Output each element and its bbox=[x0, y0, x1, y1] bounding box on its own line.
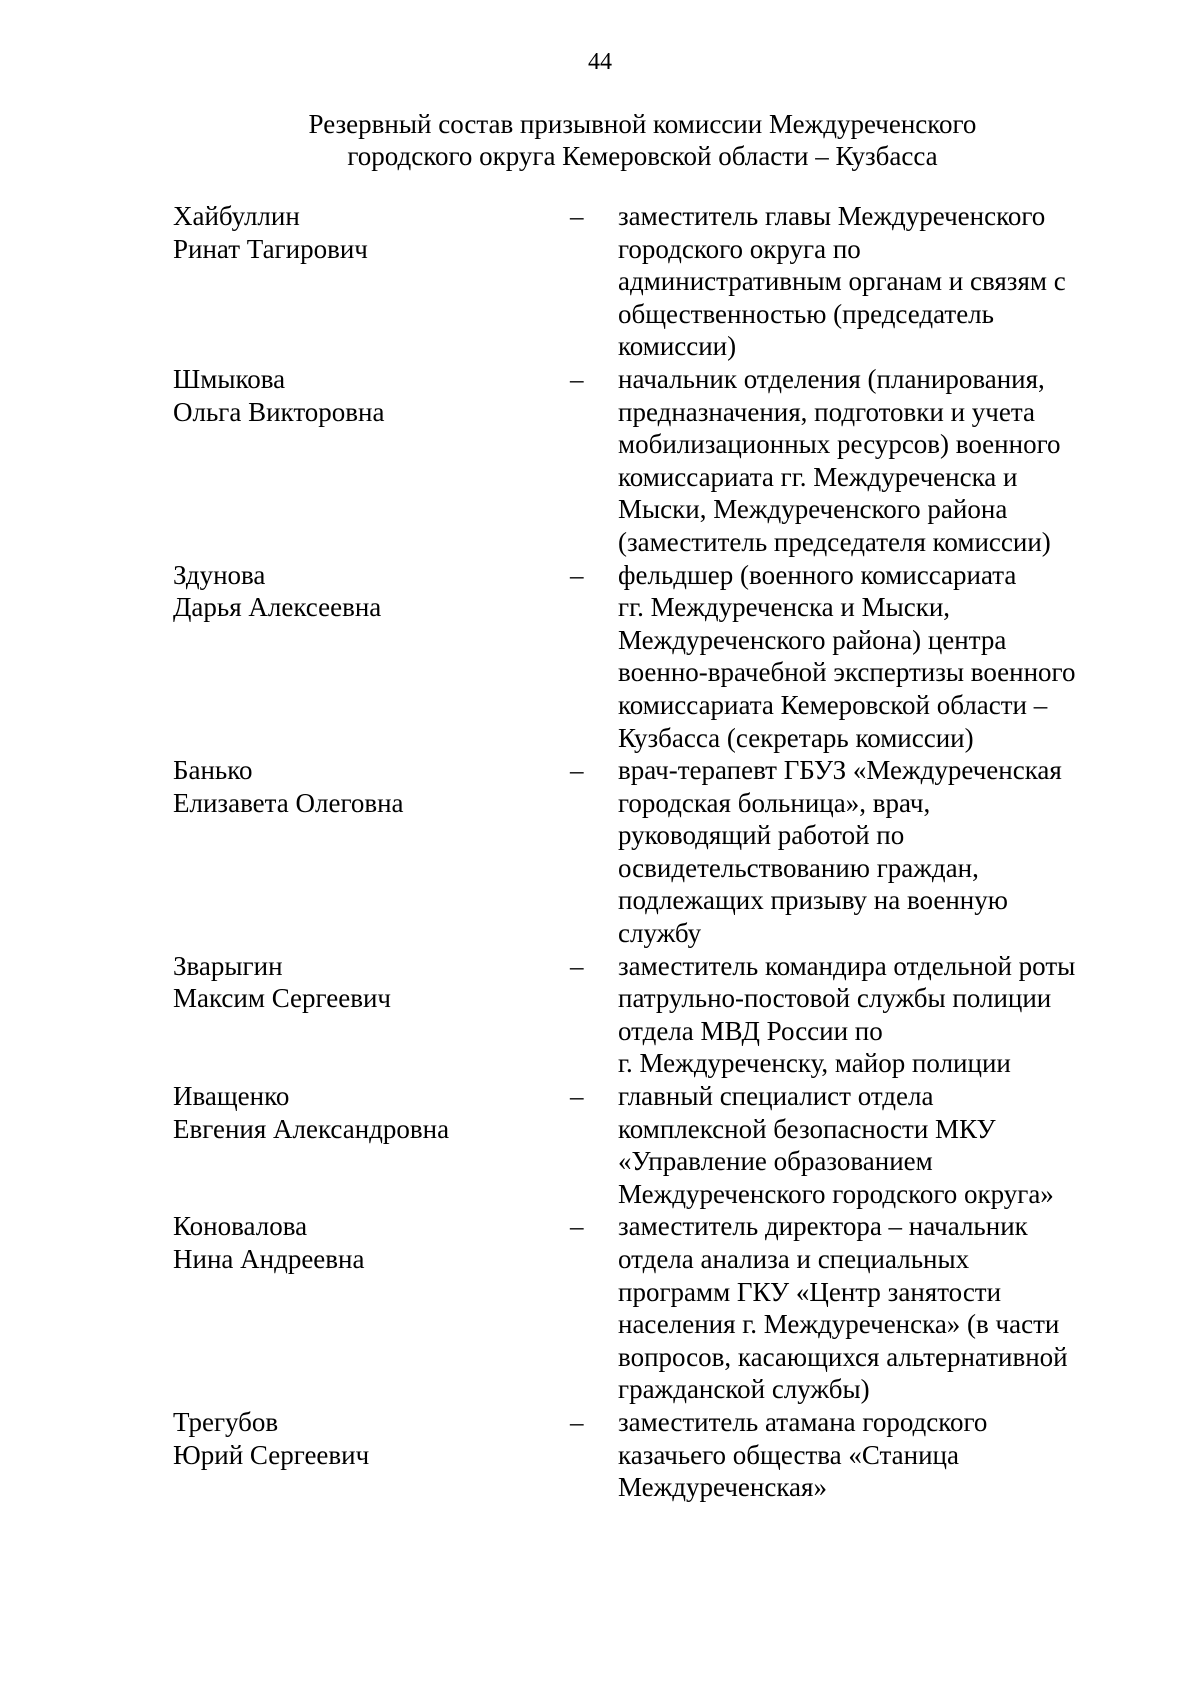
member-role bbox=[618, 1406, 1123, 1504]
member-dash: – bbox=[570, 1211, 584, 1242]
member-role-line: (заместитель председателя комиссии) bbox=[618, 526, 1051, 557]
member-row bbox=[173, 950, 1123, 1080]
member-role-line: Междуреченского района) центра bbox=[618, 624, 1007, 655]
member-dash: – bbox=[570, 1406, 584, 1437]
member-name-line: Дарья Алексеевна bbox=[173, 592, 382, 623]
member-role-line: отдела МВД России по bbox=[618, 1015, 883, 1046]
member-dash: – bbox=[570, 559, 584, 590]
member-role-line: комиссариата Кемеровской области – bbox=[618, 689, 1048, 720]
member-role bbox=[618, 200, 1123, 363]
member-role-line: фельдшер (военного комиссариата bbox=[618, 559, 1017, 590]
member-role-line: заместитель атамана городского bbox=[618, 1406, 988, 1437]
member-name-line: Юрий Сергеевич bbox=[173, 1439, 370, 1470]
member-role-line: предназначения, подготовки и учета bbox=[618, 396, 1035, 427]
member-role-line: городская больница», врач, bbox=[618, 787, 931, 818]
member-role-line: комиссии) bbox=[618, 331, 737, 362]
member-role-line: общественностью (председатель bbox=[618, 298, 994, 329]
member-name-line: Шмыкова bbox=[173, 363, 286, 394]
member-row bbox=[173, 363, 1123, 559]
member-name-line: Зварыгин bbox=[173, 950, 283, 981]
member-role-line: казачьего общества «Станица bbox=[618, 1439, 959, 1470]
member-dash: – bbox=[570, 363, 584, 394]
member-name-line: Хайбуллин bbox=[173, 201, 300, 231]
member-dash: – bbox=[570, 201, 584, 231]
member-role-line: вопросов, касающихся альтернативной bbox=[618, 1341, 1068, 1372]
member-role-line: Кузбасса (секретарь комиссии) bbox=[618, 722, 974, 753]
member-dash: – bbox=[570, 950, 584, 981]
member-role-line: освидетельствованию граждан, bbox=[618, 852, 979, 883]
member-row bbox=[173, 1210, 1123, 1406]
member-role-line: отдела анализа и специальных bbox=[618, 1244, 970, 1274]
member-dash: – bbox=[570, 1081, 584, 1112]
member-role-line: программ ГКУ «Центр занятости bbox=[618, 1276, 1002, 1307]
member-role bbox=[618, 1080, 1123, 1210]
member-role-line: заместитель директора – начальник bbox=[618, 1211, 1028, 1242]
member-role-line: «Управление образованием bbox=[618, 1146, 933, 1177]
member-role-line: Междуреченского городского округа» bbox=[618, 1178, 1054, 1209]
member-name bbox=[173, 1406, 570, 1504]
member-name bbox=[173, 363, 570, 559]
member-name-line: Ринат Тагирович bbox=[173, 233, 368, 264]
member-dash: – bbox=[570, 755, 584, 786]
member-role-line: патрульно-постовой службы полиции bbox=[618, 983, 1052, 1014]
member-role-line: мобилизационных ресурсов) военного bbox=[618, 429, 1061, 460]
member-name-line: Максим Сергеевич bbox=[173, 983, 391, 1014]
member-name-line: Трегубов bbox=[173, 1406, 279, 1437]
member-role-line: Мыски, Междуреченского района bbox=[618, 494, 1008, 525]
member-role bbox=[618, 363, 1123, 559]
member-name-line: Ольга Викторовна bbox=[173, 396, 385, 427]
member-role-line: комиссариата гг. Междуреченска и bbox=[618, 461, 1018, 492]
member-role-line: Междуреченская» bbox=[618, 1472, 827, 1503]
member-role-line: заместитель главы Междуреченского bbox=[618, 201, 1046, 231]
member-role-line: г. Междуреченску, майор полиции bbox=[618, 1048, 1011, 1079]
member-name-line: Банько bbox=[173, 755, 253, 786]
member-role bbox=[618, 1210, 1123, 1406]
member-role-line: военно-врачебной экспертизы военного bbox=[618, 657, 1076, 688]
member-name bbox=[173, 200, 570, 363]
member-name-line: Здунова bbox=[173, 559, 266, 590]
member-row bbox=[173, 754, 1123, 950]
member-name-line: Иващенко bbox=[173, 1081, 290, 1112]
member-name bbox=[173, 754, 570, 950]
member-role-line: руководящий работой по bbox=[618, 820, 905, 851]
member-role bbox=[618, 559, 1123, 755]
member-name bbox=[173, 559, 570, 755]
document-title bbox=[0, 108, 1200, 172]
member-row bbox=[173, 200, 1123, 363]
member-role-line: населения г. Междуреченска» (в части bbox=[618, 1309, 1060, 1340]
member-row bbox=[173, 1406, 1123, 1504]
member-role-line: главный специалист отдела bbox=[618, 1081, 934, 1112]
member-role-line: подлежащих призыву на военную bbox=[618, 885, 1008, 916]
members-list bbox=[173, 200, 1123, 1504]
member-role-line: комплексной безопасности МКУ bbox=[618, 1113, 996, 1144]
member-role bbox=[618, 950, 1123, 1080]
member-role-line: городского округа по bbox=[618, 233, 861, 264]
member-row bbox=[173, 559, 1123, 755]
page-number: 44 bbox=[588, 49, 612, 75]
member-name-line: Нина Андреевна bbox=[173, 1244, 365, 1274]
member-name-line: Евгения Александровна bbox=[173, 1113, 450, 1144]
member-role-line: гражданской службы) bbox=[618, 1374, 870, 1405]
member-role bbox=[618, 754, 1123, 950]
member-name bbox=[173, 950, 570, 1080]
title-line: Резервный состав призывной комиссии Междуреченского bbox=[308, 109, 977, 139]
member-role-line: врач-терапевт ГБУЗ «Междуреченская bbox=[618, 755, 1062, 786]
member-name bbox=[173, 1080, 570, 1210]
member-name-line: Елизавета Олеговна bbox=[173, 787, 404, 818]
member-role-line: службу bbox=[618, 918, 702, 949]
member-role-line: заместитель командира отдельной роты bbox=[618, 950, 1076, 981]
title-line: городского округа Кемеровской области – Кузбасса bbox=[347, 141, 938, 171]
member-role-line: гг. Междуреченска и Мыски, bbox=[618, 592, 951, 623]
member-role-line: административным органам и связям с bbox=[618, 266, 1066, 297]
member-role-line: начальник отделения (планирования, bbox=[618, 363, 1045, 394]
member-row bbox=[173, 1080, 1123, 1210]
member-name-line: Коновалова bbox=[173, 1211, 308, 1242]
member-name bbox=[173, 1210, 570, 1406]
